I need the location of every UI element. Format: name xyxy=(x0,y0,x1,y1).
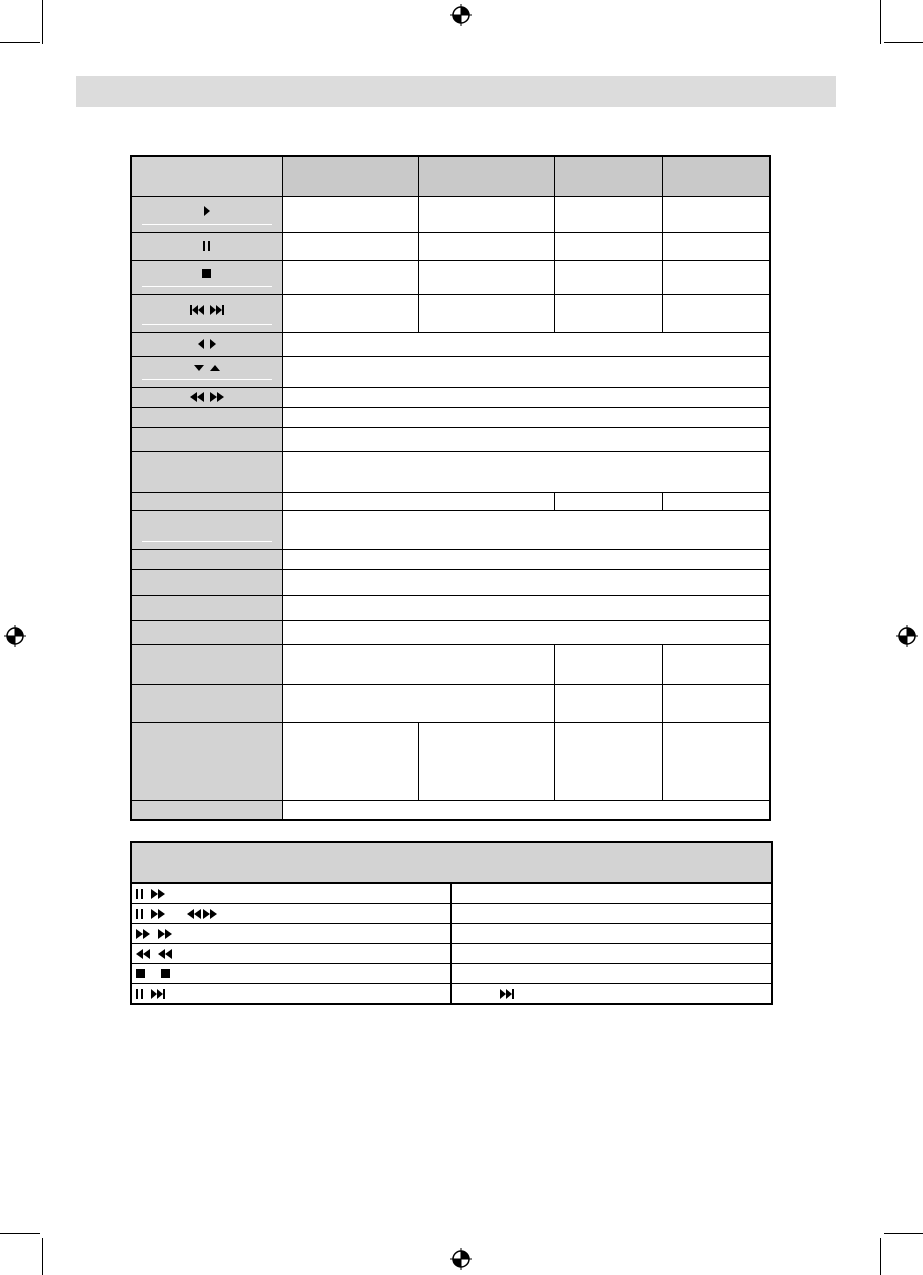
crop-mark xyxy=(0,42,40,43)
table-row xyxy=(131,232,770,260)
table-row xyxy=(131,294,770,332)
table-row xyxy=(131,549,770,569)
table-cell xyxy=(662,294,770,332)
row-label xyxy=(131,644,282,684)
row-label xyxy=(131,232,282,260)
crop-mark xyxy=(880,1238,881,1275)
skip-forward-icon xyxy=(210,305,224,315)
right-icon xyxy=(210,339,216,349)
table-cell xyxy=(554,684,662,722)
rewind-icon xyxy=(136,949,150,959)
play-icon xyxy=(204,206,210,216)
table-cell xyxy=(418,196,554,232)
row-label xyxy=(131,294,282,332)
row-label xyxy=(131,684,282,722)
table-cell xyxy=(282,620,770,644)
row-label xyxy=(131,387,282,407)
next-track-icon xyxy=(151,989,165,999)
registration-mark-icon xyxy=(450,1248,472,1270)
table-row xyxy=(131,451,770,492)
table-row xyxy=(131,407,770,427)
table-row xyxy=(131,620,770,644)
sequence-cell xyxy=(131,944,451,964)
table-row xyxy=(131,260,770,294)
table-row xyxy=(131,800,770,820)
table-row xyxy=(131,924,772,944)
down-icon xyxy=(194,365,204,371)
table-row xyxy=(131,595,770,620)
table-header-row xyxy=(131,156,770,196)
table-header-cell xyxy=(662,156,770,196)
row-label xyxy=(131,722,282,800)
table-cell xyxy=(554,492,662,510)
row-label xyxy=(131,549,282,569)
row-label xyxy=(131,595,282,620)
button-combination-table xyxy=(130,841,773,1005)
sequence-cell xyxy=(131,964,451,984)
crop-mark xyxy=(42,0,43,44)
table-row xyxy=(131,944,772,964)
table-cell xyxy=(554,232,662,260)
table-cell xyxy=(282,427,770,451)
table-cell xyxy=(662,684,770,722)
pause-icon xyxy=(136,889,143,899)
stop-icon xyxy=(161,969,170,978)
left-icon xyxy=(198,339,204,349)
table-row xyxy=(131,387,770,407)
result-cell xyxy=(451,904,772,924)
table-cell xyxy=(418,294,554,332)
table-cell xyxy=(282,260,418,294)
table-cell xyxy=(282,510,770,549)
table-header-cell xyxy=(131,156,282,196)
result-cell xyxy=(451,883,772,904)
table-cell xyxy=(282,800,770,820)
table-cell xyxy=(418,722,554,800)
row-label xyxy=(131,196,282,232)
table-row xyxy=(131,883,772,904)
row-label xyxy=(131,427,282,451)
table-cell xyxy=(554,260,662,294)
table-header-row xyxy=(131,842,772,883)
table-cell xyxy=(418,232,554,260)
table-row xyxy=(131,904,772,924)
sequence-cell xyxy=(131,924,451,944)
result-cell xyxy=(451,944,772,964)
table-cell xyxy=(282,196,418,232)
table-cell xyxy=(554,294,662,332)
table-cell xyxy=(282,549,770,569)
table-cell xyxy=(554,722,662,800)
table-row xyxy=(131,644,770,684)
registration-mark-icon xyxy=(896,625,918,647)
row-label xyxy=(131,492,282,510)
table-row xyxy=(131,492,770,510)
table-cell xyxy=(282,356,770,387)
table-cell xyxy=(282,294,418,332)
table-cell xyxy=(662,232,770,260)
row-label xyxy=(131,800,282,820)
table-cell xyxy=(282,492,554,510)
table-header-cell xyxy=(131,842,772,883)
row-label xyxy=(131,620,282,644)
table-header-cell xyxy=(282,156,418,196)
row-label xyxy=(131,260,282,294)
table-cell xyxy=(282,232,418,260)
fast-forward-icon xyxy=(203,909,217,919)
row-label xyxy=(131,510,282,549)
table-cell xyxy=(662,644,770,684)
table-cell xyxy=(662,492,770,510)
fast-forward-icon xyxy=(210,392,224,402)
row-label xyxy=(131,451,282,492)
table-row xyxy=(131,569,770,595)
row-label xyxy=(131,569,282,595)
next-track-icon xyxy=(500,989,514,999)
table-cell xyxy=(554,644,662,684)
table-header-cell xyxy=(554,156,662,196)
registration-mark-icon xyxy=(4,625,26,647)
row-label xyxy=(131,407,282,427)
row-label xyxy=(131,356,282,387)
table-cell xyxy=(662,260,770,294)
sequence-cell xyxy=(131,883,451,904)
function-table xyxy=(130,155,771,821)
table-cell xyxy=(282,569,770,595)
table-cell xyxy=(282,722,418,800)
table-row xyxy=(131,356,770,387)
fast-forward-icon xyxy=(158,929,172,939)
sequence-cell xyxy=(131,984,451,1005)
header-band xyxy=(76,76,836,107)
table-cell xyxy=(282,387,770,407)
table-row xyxy=(131,684,770,722)
table-cell xyxy=(282,332,770,356)
registration-mark-icon xyxy=(450,4,472,26)
rewind-icon xyxy=(158,949,172,959)
pause-icon xyxy=(203,241,210,251)
fast-forward-icon xyxy=(151,889,165,899)
table-cell xyxy=(282,644,554,684)
fast-forward-icon xyxy=(151,909,165,919)
table-row xyxy=(131,964,772,984)
table-row xyxy=(131,510,770,549)
pause-icon xyxy=(136,989,143,999)
table-cell xyxy=(282,407,770,427)
crop-mark xyxy=(42,1238,43,1275)
table-cell xyxy=(282,451,770,492)
stop-icon xyxy=(202,269,211,278)
crop-mark xyxy=(884,1233,923,1234)
table-row xyxy=(131,722,770,800)
table-cell xyxy=(554,196,662,232)
result-cell xyxy=(451,984,772,1005)
rewind-icon xyxy=(190,392,204,402)
table-row xyxy=(131,196,770,232)
stop-icon xyxy=(136,969,145,978)
crop-mark xyxy=(880,0,881,44)
table-cell xyxy=(282,595,770,620)
table-cell xyxy=(418,260,554,294)
crop-mark xyxy=(0,1233,40,1234)
table-cell xyxy=(662,196,770,232)
table-header-cell xyxy=(418,156,554,196)
result-cell xyxy=(451,924,772,944)
fast-forward-icon xyxy=(136,929,150,939)
table-row xyxy=(131,984,772,1005)
pause-icon xyxy=(136,909,143,919)
sequence-cell xyxy=(131,904,451,924)
crop-mark xyxy=(884,42,923,43)
table-row xyxy=(131,427,770,451)
table-cell xyxy=(282,684,554,722)
skip-back-icon xyxy=(190,305,204,315)
table-row xyxy=(131,332,770,356)
row-label xyxy=(131,332,282,356)
up-icon xyxy=(210,365,220,371)
table-cell xyxy=(662,722,770,800)
rewind-icon xyxy=(187,909,201,919)
result-cell xyxy=(451,964,772,984)
